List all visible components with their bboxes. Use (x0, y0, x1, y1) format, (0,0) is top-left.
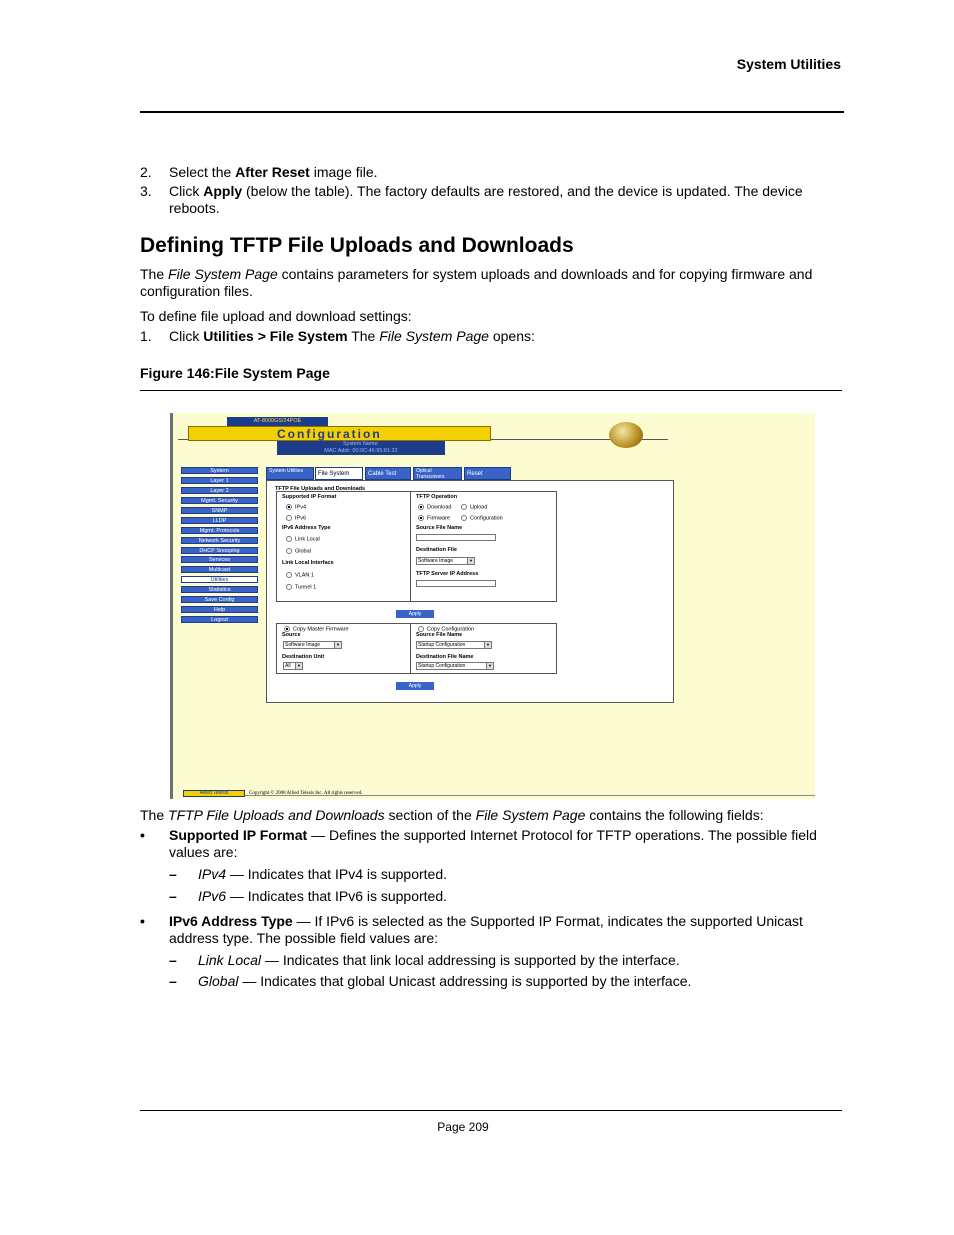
download-option[interactable]: Download (418, 504, 451, 510)
chevron-down-icon: ▼ (467, 558, 474, 564)
ipv4-radio[interactable] (286, 504, 292, 510)
nav-save-config[interactable]: Save Config (181, 596, 258, 603)
define-text: To define file upload and download settings: (140, 308, 412, 324)
ipv4-option[interactable]: IPv4 (286, 504, 306, 510)
global-radio[interactable] (286, 548, 292, 554)
ipv6-address-type-label: IPv6 Address Type (282, 525, 331, 531)
tab-system-utilities[interactable]: System Utilities (266, 467, 314, 480)
nav-help[interactable]: Help (181, 606, 258, 613)
link-local-interface-label: Link Local Interface (282, 560, 334, 566)
config-banner: Configuration (188, 426, 491, 441)
tunnel1-option[interactable]: Tunnel 1 (286, 584, 316, 590)
nav-snmp[interactable]: SNMP (181, 507, 258, 514)
link-local-radio[interactable] (286, 536, 292, 542)
chevron-down-icon: ▼ (295, 663, 302, 669)
nav-multicast[interactable]: Multicast (181, 566, 258, 573)
file-system-screenshot (170, 413, 815, 799)
nav-layer1[interactable]: Layer 1 (181, 477, 258, 484)
sub-ipv6: IPv6 — Indicates that IPv6 is supported. (198, 888, 448, 904)
ipv6-radio[interactable] (286, 515, 292, 521)
allied-telesis-logo: Allied Telesis (183, 790, 245, 797)
caption-rule (140, 390, 842, 391)
upload-radio[interactable] (461, 504, 467, 510)
destination-file-label: Destination File (416, 547, 457, 553)
tftp-operation-label: TFTP Operation (416, 494, 458, 500)
configuration-option[interactable]: Configuration (461, 515, 503, 521)
section-heading: Defining TFTP File Uploads and Downloads (140, 234, 574, 257)
copy-master-firmware-option[interactable]: Copy Master Firmware (284, 626, 349, 632)
left-border (170, 413, 173, 799)
nav-dhcp-snooping[interactable]: DHCP Snooping (181, 547, 258, 554)
section-header: System Utilities (736, 56, 841, 72)
globe-icon (609, 422, 643, 448)
tftp-divider (410, 491, 411, 602)
vlan1-radio[interactable] (286, 572, 292, 578)
destination-file-name-label: Destination File Name (416, 654, 474, 660)
destination-unit-select[interactable]: All ▼ (283, 662, 303, 670)
tab-reset[interactable]: Reset (464, 467, 511, 480)
page-number: Page 209 (437, 1120, 489, 1134)
firmware-option[interactable]: Firmware (418, 515, 450, 521)
destination-file-name-select[interactable]: Startup Configuration ▼ (416, 662, 494, 670)
system-name: System Name: (342, 441, 380, 447)
sub-ipv4: IPv4 — Indicates that IPv4 is supported. (198, 866, 448, 882)
bullet-dot: • (140, 827, 145, 843)
global-option[interactable]: Global (286, 548, 311, 554)
tftp-server-ip-label: TFTP Server IP Address (416, 571, 479, 577)
nav-mgmt-security[interactable]: Mgmt. Security (181, 497, 258, 504)
nav-system[interactable]: System (181, 467, 258, 474)
copy-source-file-select[interactable]: Startup Configuration ▼ (416, 641, 492, 649)
step-2: 2. Select the After Reset image file. (140, 164, 378, 180)
nav-lldp[interactable]: LLDP (181, 517, 258, 524)
bullet-supported-ip-format: Supported IP Format — Defines the supported Internet Protocol for TFTP operations. The possible field values are: (169, 827, 817, 860)
source-select[interactable]: Software Image ▼ (283, 641, 342, 649)
tab-optical-transceivers[interactable]: Optical Transceivers (413, 467, 462, 480)
nav-logout[interactable]: Logout (181, 616, 258, 623)
dash: – (169, 888, 177, 904)
chevron-down-icon: ▼ (484, 642, 491, 648)
bullet-ipv6-address-type: IPv6 Address Type — If IPv6 is selected as the Supported IP Format, indicates the supported Unicast address type. The possible field values are: (169, 913, 803, 946)
dash: – (169, 973, 177, 989)
nav-network-security[interactable]: Network Security (181, 537, 258, 544)
nav-statistics[interactable]: Statistics (181, 586, 258, 593)
source-label: Source (282, 632, 301, 638)
tunnel1-radio[interactable] (286, 584, 292, 590)
tftp-server-ip-input[interactable] (416, 580, 496, 587)
link-local-option[interactable]: Link Local (286, 536, 320, 542)
header-rule (140, 111, 844, 113)
figure-caption: Figure 146:File System Page (140, 365, 330, 381)
source-file-name-label-2: Source File Name (416, 632, 463, 638)
intro-paragraph: The File System Page contains parameters for system uploads and downloads and for copying firmware and configuration files. (140, 266, 813, 299)
configuration-radio[interactable] (461, 515, 467, 521)
nav-services[interactable]: Services (181, 556, 258, 563)
step-3-num: 3. (140, 183, 152, 199)
footer-rule (140, 1110, 842, 1111)
section-title: TFTP File Uploads and Downloads (275, 486, 366, 492)
apply-button-top[interactable]: Apply (396, 610, 434, 618)
mac-address: MAC Addr: 00:0C:46:95:81:32 (324, 447, 398, 454)
source-file-name-label: Source File Name (416, 525, 463, 531)
tab-file-system[interactable]: File System (315, 467, 363, 480)
apply-button-bottom[interactable]: Apply (396, 682, 434, 690)
dash: – (169, 952, 177, 968)
tab-cable-test[interactable]: Cable Test (365, 467, 411, 480)
nav-layer2[interactable]: Layer 2 (181, 487, 258, 494)
chevron-down-icon: ▼ (486, 663, 493, 669)
bullet-dot: • (140, 913, 145, 929)
upload-option[interactable]: Upload (461, 504, 487, 510)
copy-divider (410, 623, 411, 674)
firmware-radio[interactable] (418, 515, 424, 521)
destination-unit-label: Destination Unit (282, 654, 325, 660)
vlan1-option[interactable]: VLAN 1 (286, 572, 314, 578)
copyright-text: Copyright © 2008 Allied Telesis Inc. All rights reserved. (249, 791, 363, 796)
destination-file-select[interactable]: Software Image ▼ (416, 557, 475, 565)
sub-global: Global — Indicates that global Unicast addressing is supported by the interface. (198, 973, 692, 989)
supported-ip-format-label: Supported IP Format (282, 494, 337, 500)
system-info-box (277, 441, 445, 455)
chevron-down-icon: ▼ (334, 642, 341, 648)
step-3: Click Apply (below the table). The factory defaults are restored, and the device is updated. The device reboots. (169, 183, 803, 216)
ipv6-option[interactable]: IPv6 (286, 515, 306, 521)
source-file-name-input[interactable] (416, 534, 496, 541)
copy-configuration-option[interactable]: Copy Configuration (418, 626, 474, 632)
nav-utilities[interactable]: Utilities (181, 576, 258, 583)
fields-intro: The TFTP File Uploads and Downloads section of the File System Page contains the following fields: (140, 807, 764, 823)
nav-mgmt-protocols[interactable]: Mgmt. Protocols (181, 527, 258, 534)
model-badge: AT-8000GS/24POE (227, 417, 328, 426)
sub-link-local: Link Local — Indicates that link local addressing is supported by the interface. (198, 952, 680, 968)
dash: – (169, 866, 177, 882)
step-1: 1. Click Utilities > File System The File System Page opens: (140, 328, 535, 344)
download-radio[interactable] (418, 504, 424, 510)
